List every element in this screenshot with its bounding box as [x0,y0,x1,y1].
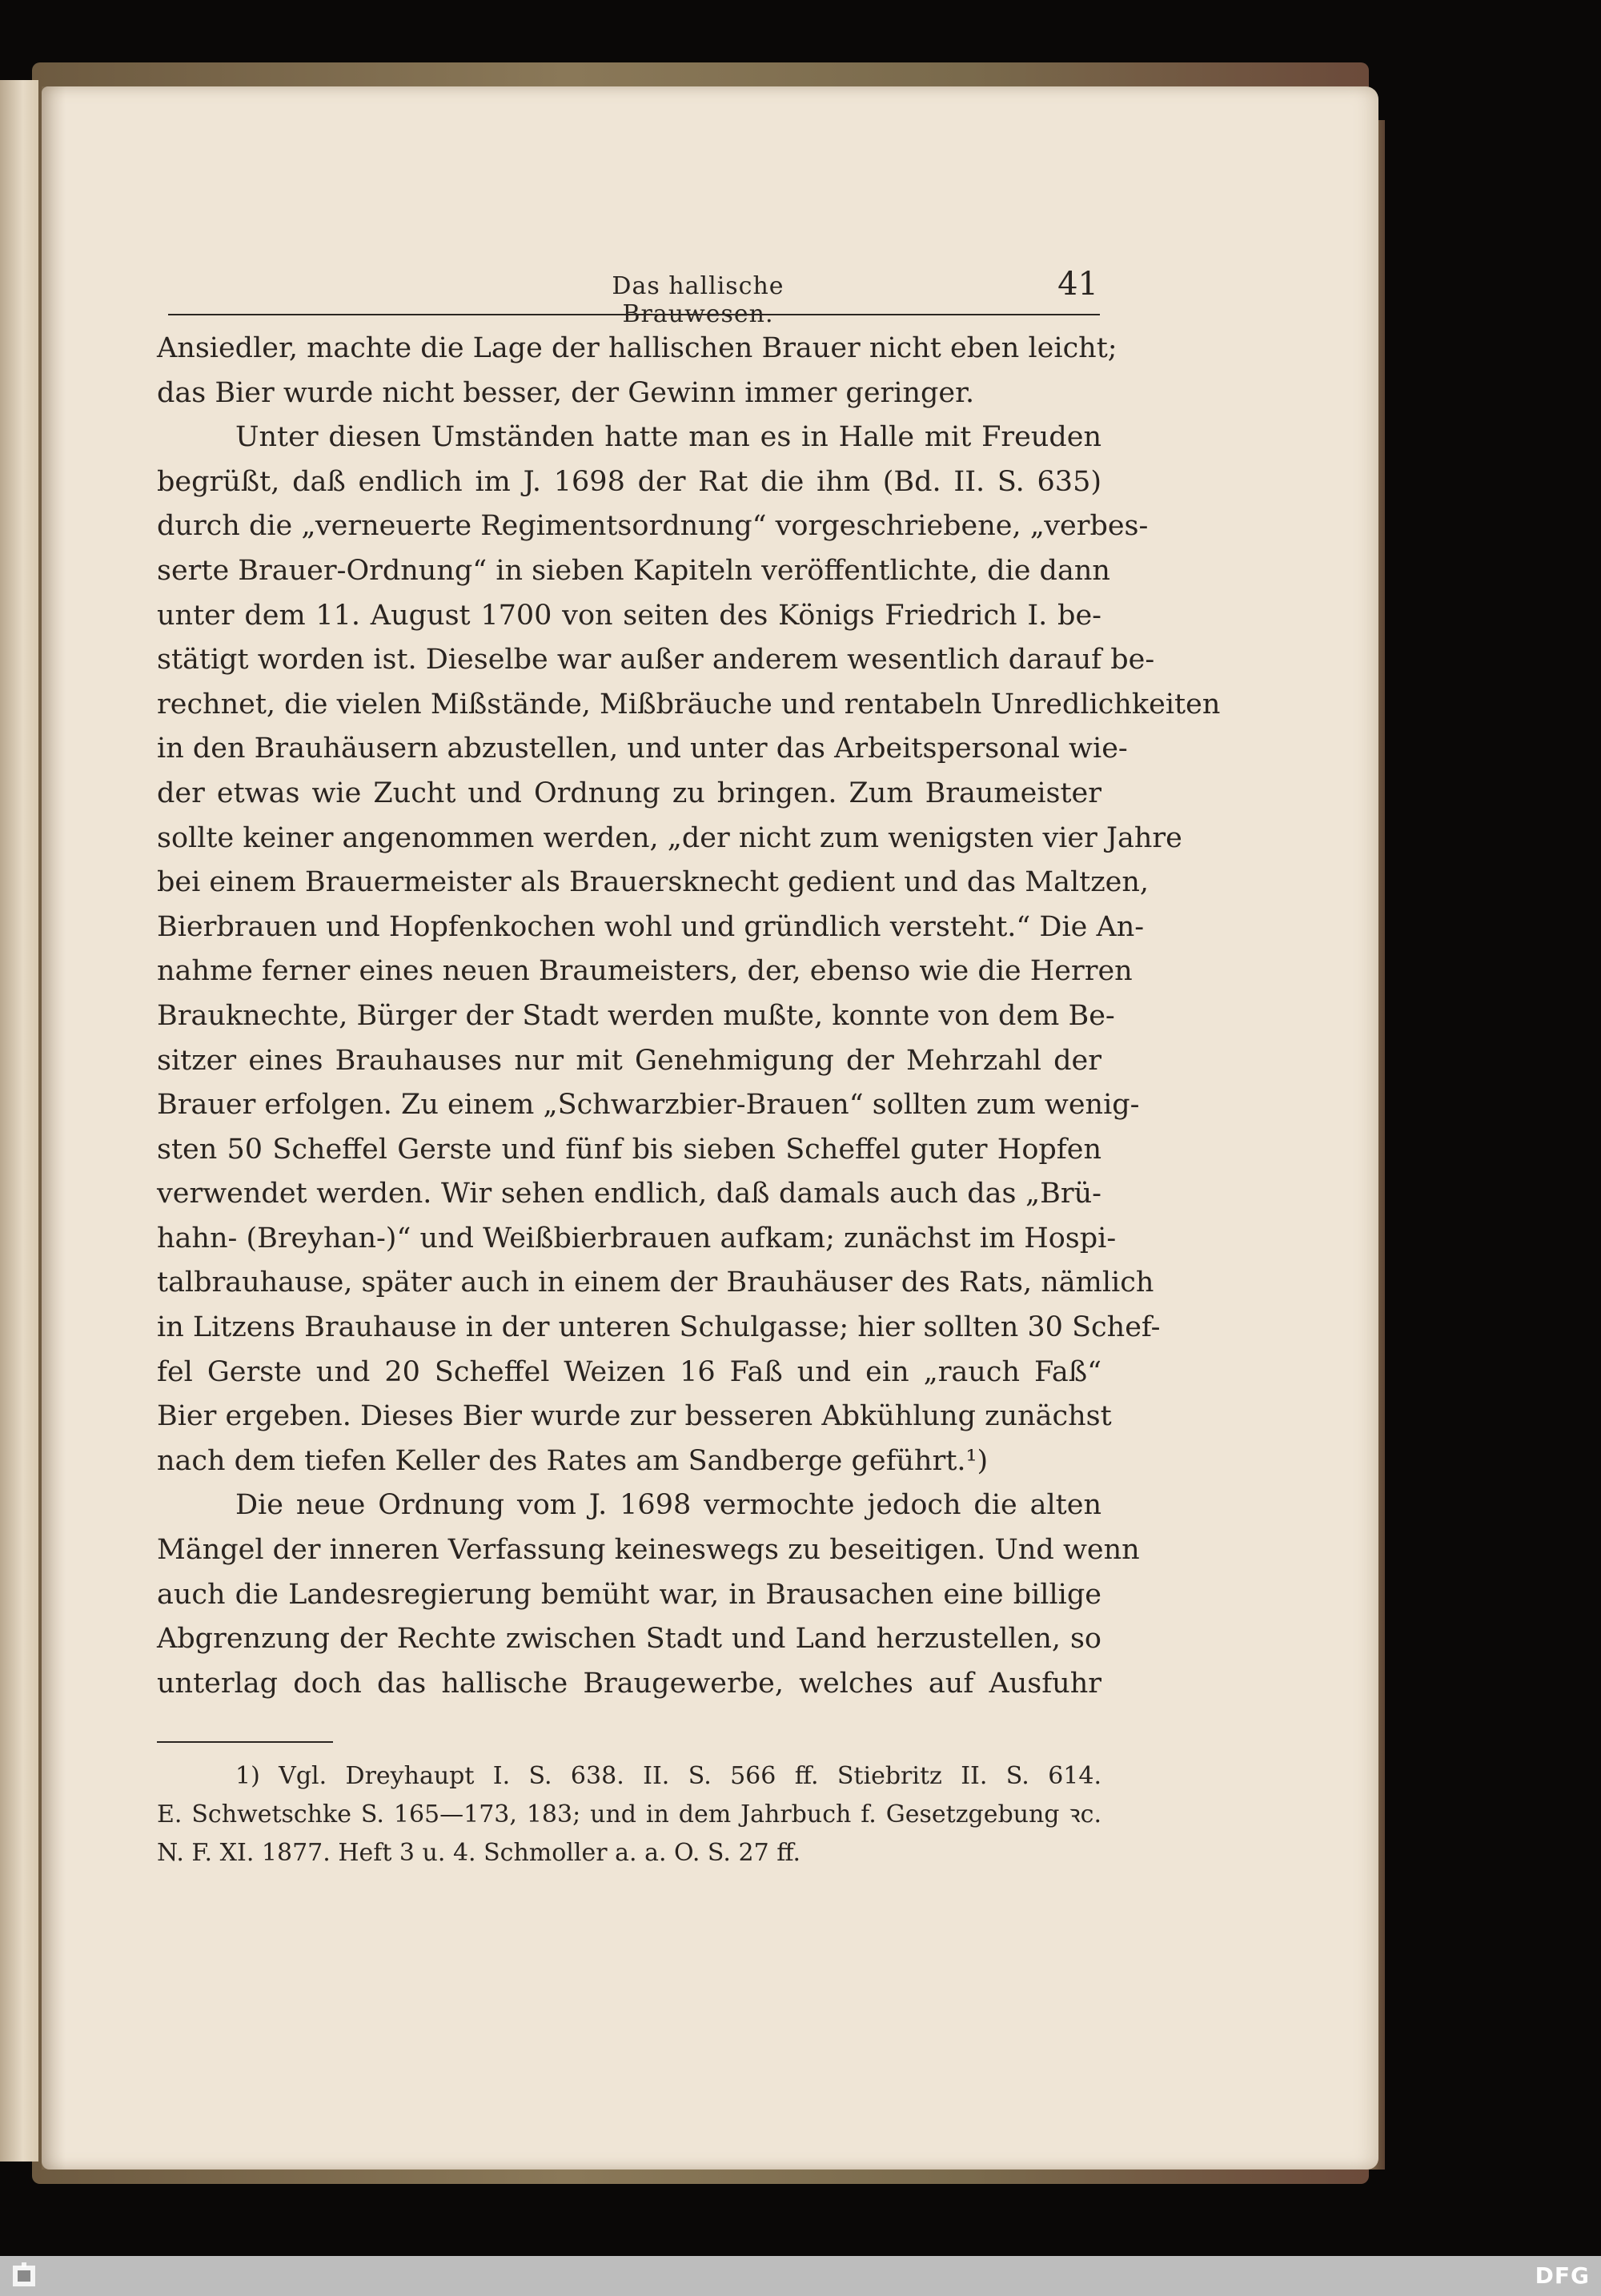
text-line: stätigt worden ist. Dieselbe war außer anderem wesentlich darauf be- [157,644,1155,676]
text-line: das Bier wurde nicht besser, der Gewinn immer geringer. [157,376,975,409]
text-line: der etwas wie Zucht und Ordnung zu bringen. Zum Braumeister [157,777,1101,809]
text-line: sollte keiner angenommen werden, „der nicht zum wenigsten vier Jahre [157,821,1182,854]
library-logo-icon [10,2261,38,2291]
text-line: verwendet werden. Wir sehen endlich, daß damals auch das „Brü- [157,1178,1101,1210]
text-line: auch die Landesregierung bemüht war, in Brausachen eine billige [157,1578,1101,1611]
text-line: nahme ferner eines neuen Braumeisters, der, ebenso wie die Herren [157,955,1133,988]
text-line: Unter diesen Umständen hatte man es in Halle mit Freuden [235,421,1101,454]
text-line: talbrauhause, später auch in einem der Brauhäuser des Rats, nämlich [157,1266,1154,1299]
text-line: bei einem Brauermeister als Brauersknecht gedient und das Maltzen, [157,866,1150,899]
text-line: Bierbrauen und Hopfenkochen wohl und gründlich versteht.“ Die An- [157,910,1145,943]
footnote-line: N. F. XI. 1877. Heft 3 u. 4. Schmoller a. a. O. S. 27 ff. [157,1839,800,1867]
footnotes [157,1757,1101,1873]
page-number: 41 [1057,266,1098,303]
text-line: begrüßt, daß endlich im J. 1698 der Rat die ihm (Bd. II. S. 635) [157,465,1101,498]
running-title: Das hallische Brauwesen. [612,272,784,328]
viewer-footer-bar [0,2256,1601,2296]
page-gutter-shadow [42,86,66,2170]
text-line: sten 50 Scheffel Gerste und fünf bis sieben Scheffel guter Hopfen [157,1133,1101,1166]
text-line: Bier ergeben. Dieses Bier wurde zur besseren Abkühlung zunächst [157,1400,1112,1433]
text-line: durch die „verneuerte Regimentsordnung“ vorgeschriebene, „verbes- [157,510,1149,543]
text-line: in den Brauhäusern abzustellen, und unter das Arbeitspersonal wie- [157,733,1128,765]
text-line: unterlag doch das hallische Braugewerbe, welches auf Ausfuhr [157,1667,1101,1700]
text-line: in Litzens Brauhause in der unteren Schulgasse; hier sollten 30 Schef- [157,1311,1161,1344]
text-line: fel Gerste und 20 Scheffel Weizen 16 Faß und ein „rauch Faß“ [157,1355,1101,1388]
footnote-rule [157,1741,333,1743]
footnote-line: E. Schwetschke S. 165—173, 183; und in dem Jahrbuch f. Gesetzgebung ꝛc. [157,1800,1101,1828]
dfg-logo: DFG [1535,2262,1590,2289]
text-line: unter dem 11. August 1700 von seiten des Königs Friedrich I. be- [157,599,1101,632]
text-line: nach dem tiefen Keller des Rates am Sandberge geführt.¹) [157,1444,989,1477]
text-line: Brauer erfolgen. Zu einem „Schwarzbier-Brauen“ sollten zum wenig- [157,1089,1140,1122]
text-line: Brauknechte, Bürger der Stadt werden mußte, konnte von dem Be- [157,999,1115,1032]
previous-page-edge [0,80,38,2162]
text-line: Mängel der inneren Verfassung keineswegs zu beseitigen. Und wenn [157,1534,1140,1567]
text-line: Abgrenzung der Rechte zwischen Stadt und Land herzustellen, so [157,1623,1101,1656]
running-header [168,266,1100,328]
text-line: rechnet, die vielen Mißstände, Mißbräuche und rentabeln Unredlichkeiten [157,688,1221,721]
text-line: serte Brauer-Ordnung“ in sieben Kapiteln veröffentlichte, die dann [157,554,1110,587]
text-line: Ansiedler, machte die Lage der hallischen Brauer nicht eben leicht; [157,332,1117,364]
body-text [157,327,1221,1706]
text-line: hahn- (Breyhan-)“ und Weißbierbrauen aufkam; zunächst im Hospi- [157,1222,1117,1254]
footnote-line: 1) Vgl. Dreyhaupt I. S. 638. II. S. 566 ff. Stiebritz II. S. 614. [235,1762,1101,1790]
text-line: Die neue Ordnung vom J. 1698 vermochte jedoch die alten [235,1489,1101,1522]
text-line: sitzer eines Brauhauses nur mit Genehmigung der Mehrzahl der [157,1044,1101,1077]
